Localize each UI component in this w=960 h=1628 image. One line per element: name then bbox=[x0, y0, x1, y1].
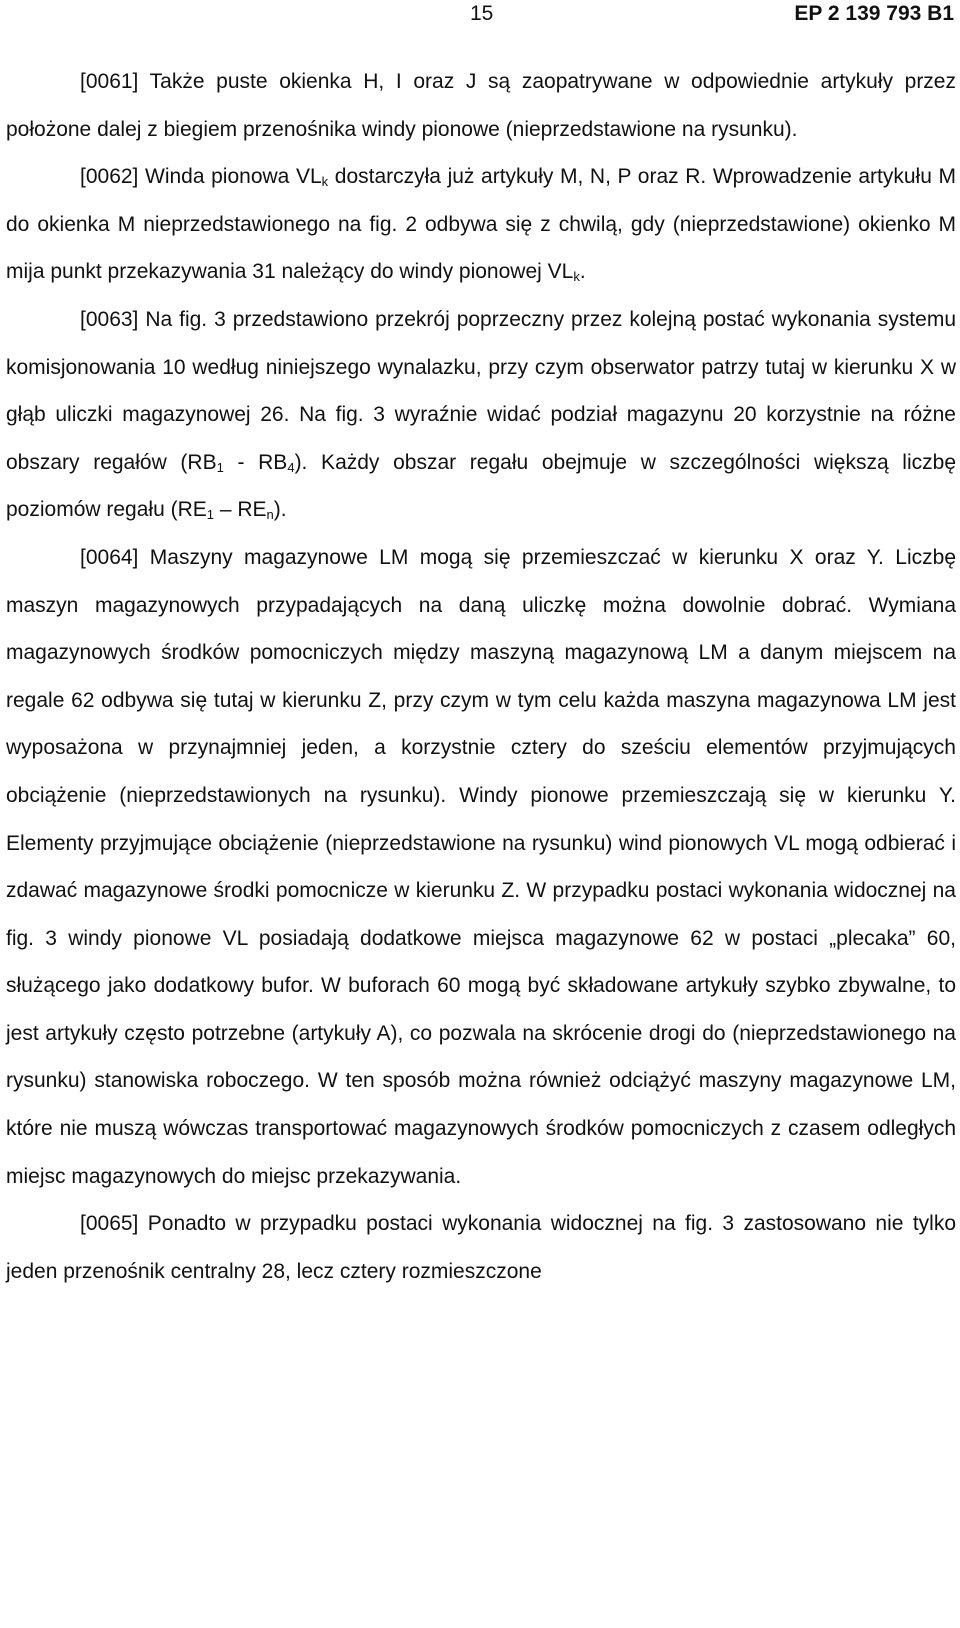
subscript-k: k bbox=[321, 174, 329, 190]
paragraph-0061 bbox=[6, 58, 956, 153]
paragraph-0063-text-3: ). Każdy obszar regału obejmuje w szczególności większą liczbę poziomów regału (RE bbox=[6, 450, 956, 522]
paragraph-0064-text: [0064] Maszyny magazynowe LM mogą się przemieszczać w kierunku X oraz Y. Liczbę maszyn magazynowych przypadających na daną uliczkę można dowolnie dobrać. Wymiana magazynowych środków pomocniczych między maszyną magazynową LM a danym miejscem na regale 62 odbywa się tutaj w kierunku Z, przy czym w tym celu każda maszyna magazynowa LM jest wyposażona w przynajmniej jeden, a korzystnie cztery do sześciu elementów przyjmujących obciążenie (nieprzedstawionych na rysunku). Windy pionowe przemieszczają się w kierunku Y. Elementy przyjmujące obciążenie (nieprzedstawione na rysunku) wind pionowych VL mogą odbierać i zdawać magazynowe środki pomocnicze w kierunku Z. W przypadku postaci wykonania widocznej na fig. 3 windy pionowe VL posiadają dodatkowe miejsca magazynowe 62 w postaci „plecaka” 60, służącego jako dodatkowy bufor. W buforach 60 mogą być składowane artykuły szybko zbywalne, to jest artykuły często potrzebne (artykuły A), co pozwala na skrócenie drogi do (nieprzedstawionego na rysunku) stanowiska roboczego. W ten sposób można również odciążyć maszyny magazynowe LM, które nie muszą wówczas transportować magazynowych środków pomocniczych z czasem odległych miejsc magazynowych do miejsc przekazywania. bbox=[6, 545, 956, 1188]
subscript-1: 1 bbox=[206, 507, 214, 523]
page-number: 15 bbox=[470, 2, 494, 25]
paragraph-0063-text-2: - RB bbox=[223, 450, 288, 474]
subscript-1: 1 bbox=[216, 459, 224, 475]
paragraph-0063-text-1: [0063] Na fig. 3 przedstawiono przekrój poprzeczny przez kolejną postać wykonania systemu komisjonowania 10 według niniejszego wynalazku, przy czym obserwator patrzy tutaj w kierunku X w głąb uliczki magazynowej 26. Na fig. 3 wyraźnie widać podział magazynu 20 korzystnie na różne obszary regałów (RB bbox=[6, 307, 956, 474]
subscript-k: k bbox=[573, 269, 580, 285]
paragraph-0062 bbox=[6, 153, 956, 296]
paragraph-0062-text-3: . bbox=[579, 260, 586, 284]
paragraph-0063-text-5: ). bbox=[273, 498, 287, 522]
paragraph-0063 bbox=[6, 296, 956, 534]
paragraph-0062-text-2: dostarczyła już artykuły M, N, P oraz R. Wprowadzenie artykułu M do okienka M nieprzedstawionego na fig. 2 odbywa się z chwilą, gdy (nieprzedstawione) okienko M mija punkt przekazywania 31 należący do windy pionowej VL bbox=[6, 165, 956, 284]
subscript-n: n bbox=[266, 507, 274, 523]
document-body bbox=[6, 58, 956, 1295]
paragraph-0063-text-4: – RE bbox=[214, 498, 267, 522]
paragraph-0065 bbox=[6, 1200, 956, 1295]
document-id: EP 2 139 793 B1 bbox=[794, 2, 954, 25]
paragraph-0065-text: [0065] Ponadto w przypadku postaci wykonania widocznej na fig. 3 zastosowano nie tylko jeden przenośnik centralny 28, lecz cztery rozmieszczone bbox=[6, 1212, 956, 1283]
paragraph-0064 bbox=[6, 534, 956, 1200]
subscript-4: 4 bbox=[287, 459, 295, 475]
paragraph-0061-text: [0061] Także puste okienka H, I oraz J są zaopatrywane w odpowiednie artykuły przez położone dalej z biegiem przenośnika windy pionowe (nieprzedstawione na rysunku). bbox=[6, 70, 956, 141]
paragraph-0062-text-1: [0062] Winda pionowa VL bbox=[80, 165, 322, 189]
